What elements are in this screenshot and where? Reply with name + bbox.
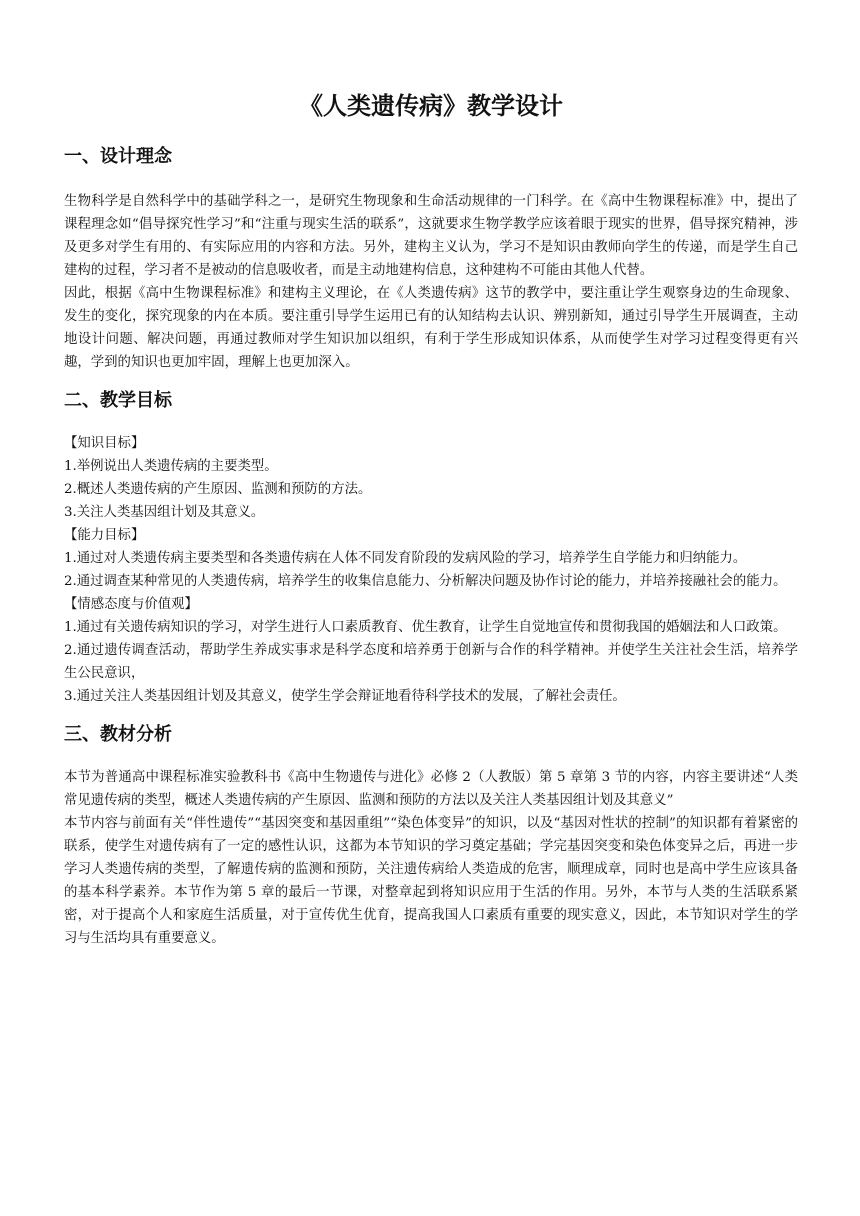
objective-item: 1.通过有关遗传病知识的学习，对学生进行人口素质教育、优生教育，让学生自觉地宣传和贯彻我国的婚姻法和人口政策。 [64, 620, 787, 635]
section-teaching-objectives [64, 388, 798, 708]
document-page [64, 88, 798, 964]
paragraph: 生物科学是自然科学中的基础学科之一，是研究生物现象和生命活动规律的一门科学。在《高中生物课程标准》中，提出了课程理念如“倡导探究性学习”和“注重与现实生活的联系”，这就要求生物学教学应该着眼于现实的世界，倡导探究精神，涉及更多对学生有用的、有实际应用的内容和方法。另外，建构主义认为，学习不是知识由教师向学生的传递，而是学生自己建构的过程，学习者不是被动的信息吸收者，而是主动地建构信息，这种建构不可能由其他人代替。 [64, 194, 798, 278]
objective-item: 1.通过对人类遗传病主要类型和各类遗传病在人体不同发育阶段的发病风险的学习，培养学生自学能力和归纳能力。 [64, 551, 747, 566]
objective-group-label: 【情感态度与价值观】 [64, 597, 198, 612]
objective-item: 1.举例说出人类遗传病的主要类型。 [64, 459, 278, 474]
section-heading: 三、教材分析 [64, 724, 172, 745]
section-textbook-analysis [64, 722, 798, 950]
objective-item: 2.通过调查某种常见的人类遗传病，培养学生的收集信息能力、分析解决问题及协作讨论的能力，并培养接融社会的能力。 [64, 574, 787, 589]
section-heading: 二、教学目标 [64, 390, 172, 411]
paragraph: 本节为普通高中课程标准实验教科书《高中生物遗传与进化》必修 2（人教版）第 5 章第 3 节的内容，内容主要讲述“人类常见遗传病的类型，概述人类遗传病的产生原因、监测和预防的方法以及关注人类基因组计划及其意义” [64, 770, 798, 808]
objective-item: 3.关注人类基因组计划及其意义。 [64, 505, 265, 520]
section-heading: 一、设计理念 [64, 146, 172, 167]
paragraph: 本节内容与前面有关“伴性遗传”“基因突变和基因重组”“染色体变异”的知识，以及“基因对性状的控制”的知识都有着紧密的联系，使学生对遗传病有了一定的感性认识，这都为本节知识的学习奠定基础；学完基因突变和染色体变异之后，再进一步学习人类遗传病的类型，了解遗传病的监测和预防，关注遗传病给人类造成的危害，顺理成章，同时也是高中学生应该具备的基本科学素养。本节作为第 5 章的最后一节课，对整章起到将知识应用于生活的作用。另外，本节与人类的生活联系紧密，对于提高个人和家庭生活质量，对于宣传优生优育，提高我国人口素质有重要的现实意义，因此，本节知识对学生的学习与生活均具有重要意义。 [64, 816, 798, 946]
section-design-concept [64, 144, 798, 374]
objective-item: 2.概述人类遗传病的产生原因、监测和预防的方法。 [64, 482, 372, 497]
objective-item: 3.通过关注人类基因组计划及其意义，使学生学会辩证地看待科学技术的发展，了解社会责任。 [64, 689, 626, 704]
objective-group-label: 【能力目标】 [64, 528, 145, 543]
document-title: 《人类遗传病》教学设计 [299, 92, 563, 120]
paragraph: 因此，根据《高中生物课程标准》和建构主义理论，在《人类遗传病》这节的教学中，要注重让学生观察身边的生命现象、发生的变化，探究现象的内在本质。要注重引导学生运用已有的认知结构去认识、辨别新知，通过引导学生开展调查，主动地设计问题、解决问题，再通过教师对学生知识加以组织，有利于学生形成知识体系，从而使学生对学习过程变得更有兴趣，学到的知识也更加牢固，理解上也更加深入。 [64, 286, 798, 370]
objective-item: 2.通过遗传调查活动，帮助学生养成实事求是科学态度和培养勇于创新与合作的科学精神。并使学生关注社会生活，培养学生公民意识， [64, 643, 798, 681]
objective-group-label: 【知识目标】 [64, 436, 145, 451]
